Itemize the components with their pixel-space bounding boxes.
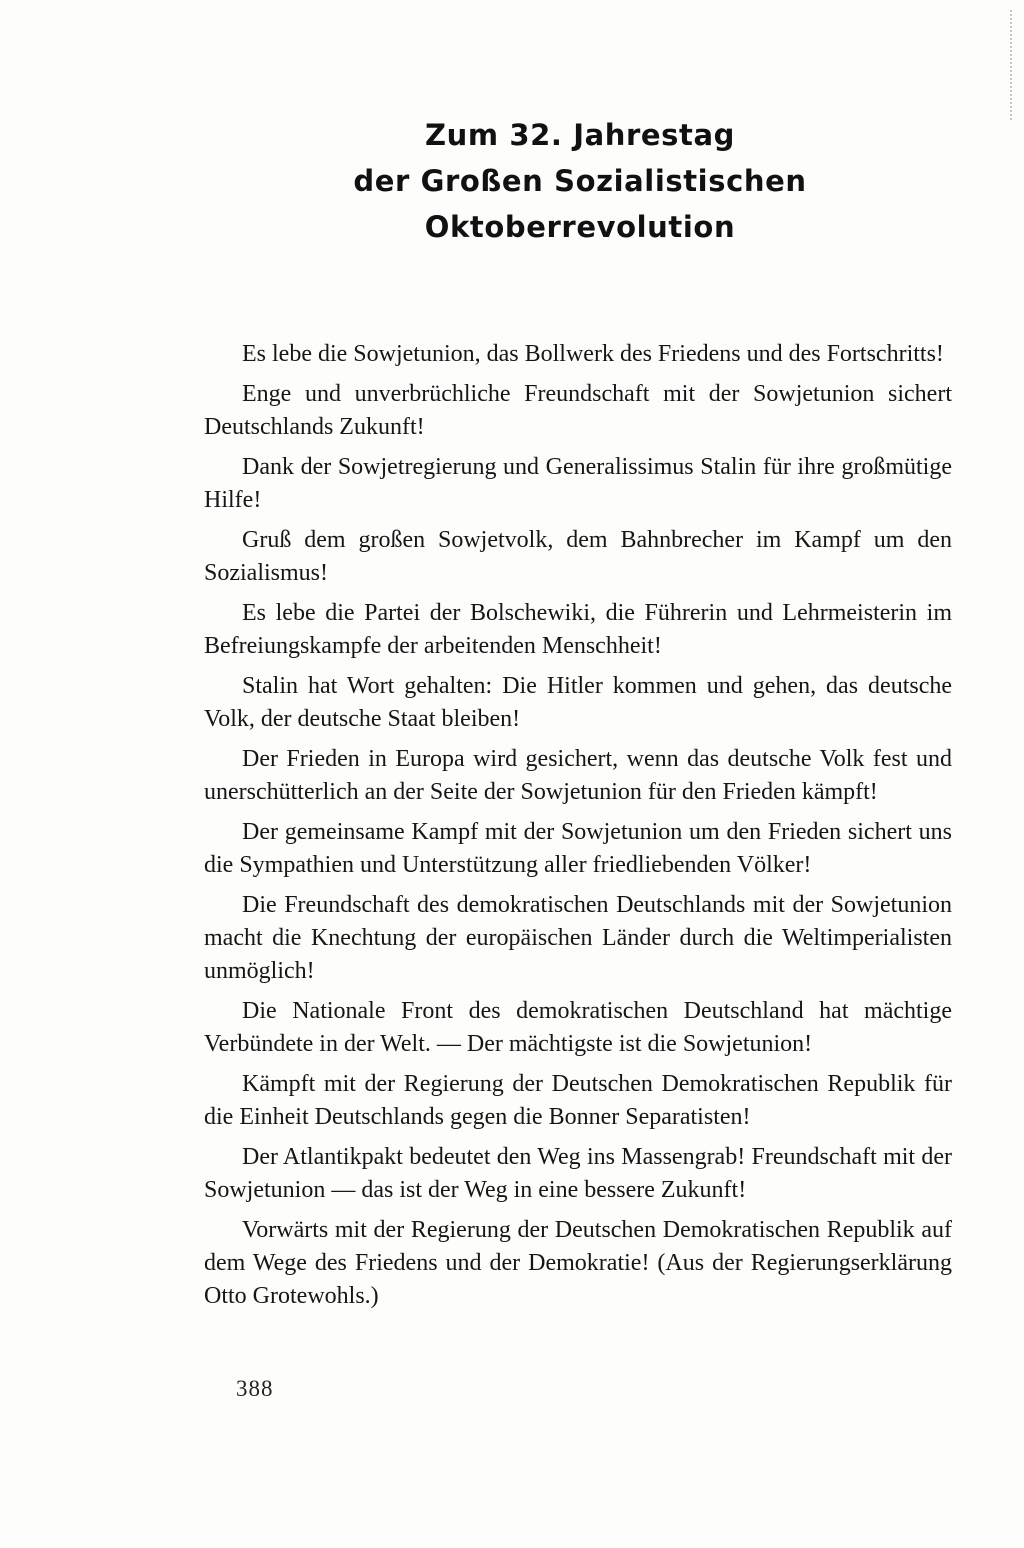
slogan-paragraph: Gruß dem großen Sowjetvolk, dem Bahnbrecher im Kampf um den Sozialismus! bbox=[204, 527, 952, 586]
slogan-paragraph: Stalin hat Wort gehalten: Die Hitler kommen und gehen, das deutsche Volk, der deutsche Staat bleiben! bbox=[204, 673, 952, 732]
slogan-list bbox=[204, 338, 952, 1320]
slogan-paragraph: Der gemeinsame Kampf mit der Sowjetunion um den Frieden sichert uns die Sympathien und Unterstützung aller friedliebenden Völker! bbox=[204, 819, 952, 878]
page-title bbox=[200, 112, 960, 250]
slogan-paragraph: Der Atlantikpakt bedeutet den Weg ins Massengrab! Freundschaft mit der Sowjetunion — das ist der Weg in eine bessere Zukunft! bbox=[204, 1144, 952, 1203]
slogan-paragraph: Dank der Sowjetregierung und Generalissimus Stalin für ihre großmütige Hilfe! bbox=[204, 454, 952, 513]
slogan-paragraph: Der Frieden in Europa wird gesichert, wenn das deutsche Volk fest und unerschütterlich an der Seite der Sowjetunion für den Frieden kämpft! bbox=[204, 746, 952, 805]
title-line-1: Zum 32. Jahrestag bbox=[424, 118, 736, 152]
title-line-2: der Großen Sozialistischen Oktoberrevolution bbox=[353, 164, 807, 244]
slogan-paragraph: Vorwärts mit der Regierung der Deutschen Demokratischen Republik auf dem Wege des Friedens und der Demokratie! (Aus der Regierungserklärung Otto Grotewohls.) bbox=[204, 1217, 952, 1309]
slogan-paragraph: Kämpft mit der Regierung der Deutschen Demokratischen Republik für die Einheit Deutschlands gegen die Bonner Separatisten! bbox=[204, 1071, 952, 1130]
margin-mark bbox=[1000, 10, 1012, 120]
page-number: 388 bbox=[236, 1376, 274, 1401]
slogan-paragraph: Enge und unverbrüchliche Freundschaft mit der Sowjetunion sichert Deutschlands Zukunft! bbox=[204, 381, 952, 440]
slogan-paragraph: Die Freundschaft des demokratischen Deutschlands mit der Sowjetunion macht die Knechtung der europäischen Länder durch die Weltimperialisten unmöglich! bbox=[204, 892, 952, 984]
slogan-paragraph: Es lebe die Sowjetunion, das Bollwerk des Friedens und des Fortschritts! bbox=[242, 341, 944, 367]
slogan-paragraph: Die Nationale Front des demokratischen Deutschland hat mächtige Verbündete in der Welt. — Der mächtigste ist die Sowjetunion! bbox=[204, 998, 952, 1057]
slogan-paragraph: Es lebe die Partei der Bolschewiki, die Führerin und Lehrmeisterin im Befreiungskampfe der arbeitenden Menschheit! bbox=[204, 600, 952, 659]
